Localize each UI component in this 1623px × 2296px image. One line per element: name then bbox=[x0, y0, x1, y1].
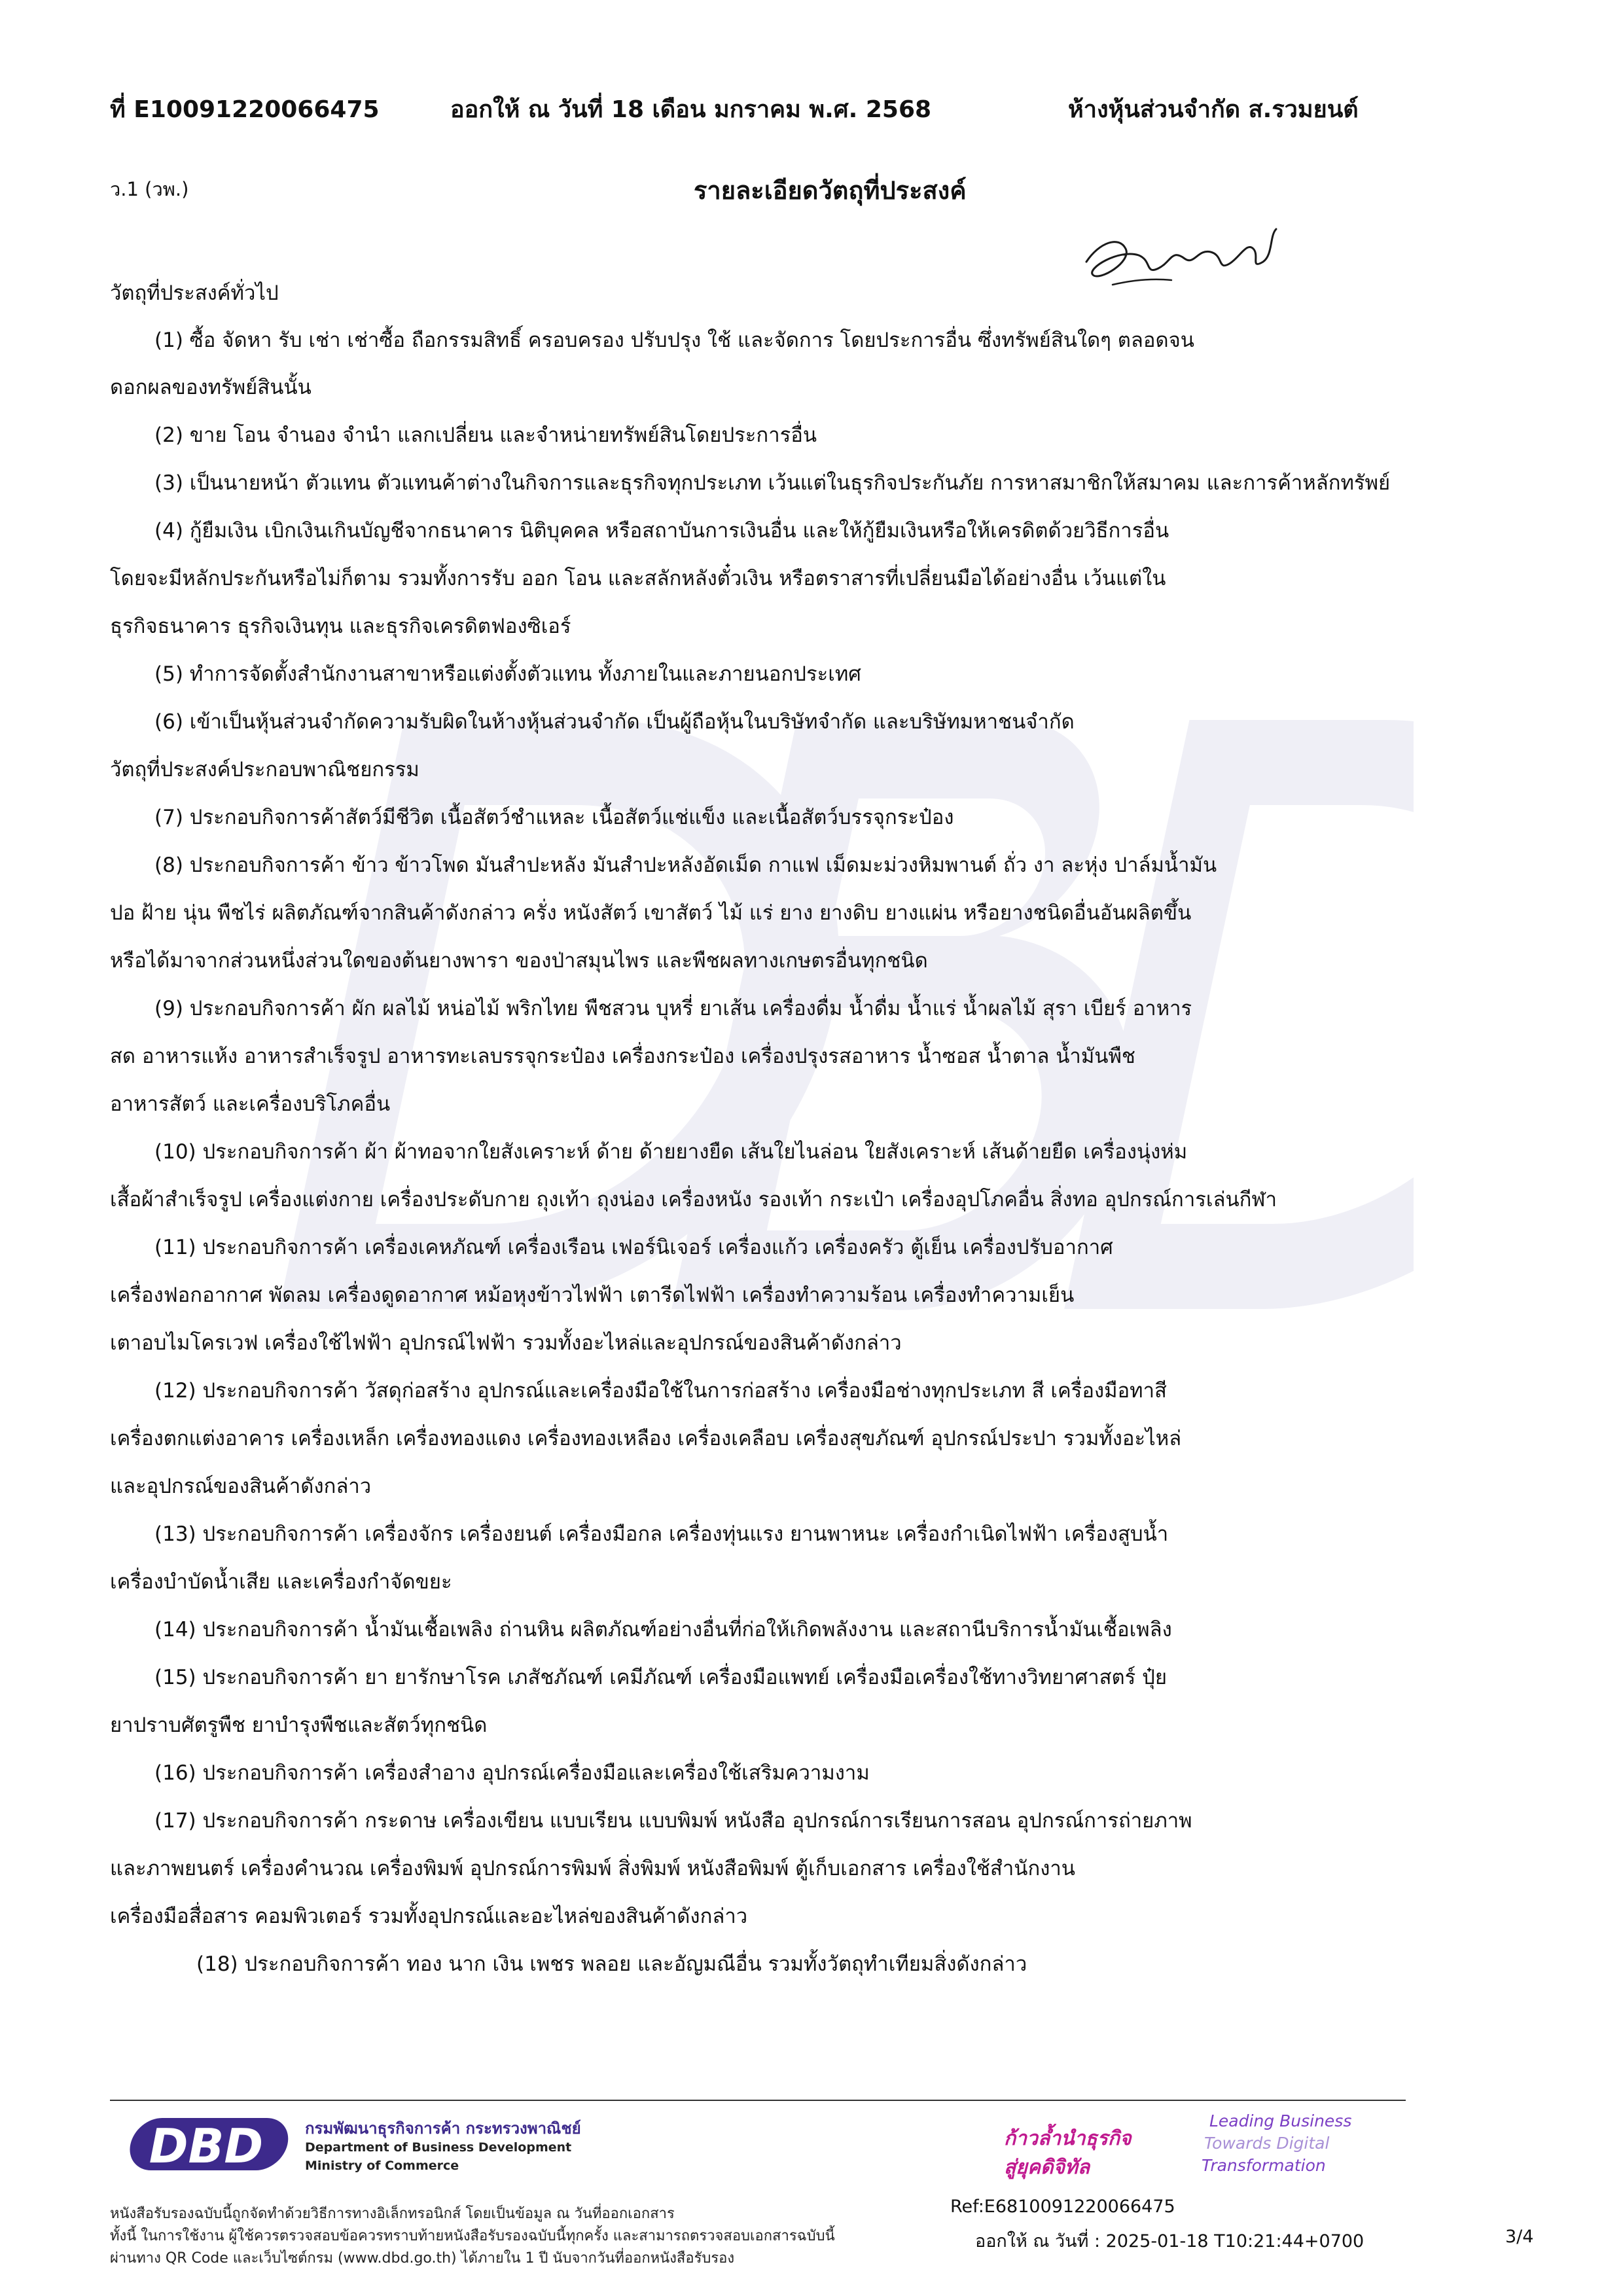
clause-4-line-2: โดยจะมีหลักประกันหรือไม่ก็ตาม รวมทั้งการรับ ออก โอน และสลักหลังตั๋วเงิน หรือตราสารที่เปลี่ยนมือได้อย่างอื่น เว้นแต่ใน bbox=[110, 567, 1166, 590]
dbd-watermark bbox=[236, 589, 1414, 1571]
slogan-en-2: Towards Digital bbox=[1204, 2134, 1330, 2153]
footer-divider bbox=[110, 2100, 1406, 2101]
clause-10-line-1: (10) ประกอบกิจการค้า ผ้า ผ้าทอจากใยสังเคราะห์ ด้าย ด้ายยางยืด เส้นใยไนล่อน ใยสังเคราะห์ เส้นด้ายยืด เครื่องนุ่งห่ม bbox=[154, 1140, 1188, 1164]
clause-17-line-1: (17) ประกอบกิจการค้า กระดาษ เครื่องเขียน แบบเรียน แบบพิมพ์ หนังสือ อุปกรณ์การเรียนการสอน อุปกรณ์การถ่ายภาพ bbox=[154, 1809, 1192, 1833]
clause-11-line-1: (11) ประกอบกิจการค้า เครื่องเคหภัณฑ์ เครื่องเรือน เฟอร์นิเจอร์ เครื่องแก้ว เครื่องครัว ตู้เย็น เครื่องปรับอากาศ bbox=[154, 1236, 1113, 1259]
clause-9-line-1: (9) ประกอบกิจการค้า ผัก ผลไม้ หน่อไม้ พริกไทย พืชสวน บุหรี่ ยาเส้น เครื่องดื่ม น้ำดื่ม น้ำแร่ น้ำผลไม้ สุรา เบียร์ อาหาร bbox=[154, 997, 1192, 1020]
clause-11-line-2: เครื่องฟอกอากาศ พัดลม เครื่องดูดอากาศ หม้อหุงข้าวไฟฟ้า เตารีดไฟฟ้า เครื่องทำความร้อน เครื่องทำความเย็น bbox=[110, 1283, 1075, 1307]
clause-1-line-2: ดอกผลของทรัพย์สินนั้น bbox=[110, 376, 312, 399]
clause-8-line-2: ปอ ฝ้าย นุ่น พืชไร่ ผลิตภัณฑ์จากสินค้าดังกล่าว ครั่ง หนังสัตว์ เขาสัตว์ ไม้ แร่ ยาง ยางดิบ ยางแผ่น หรือยางชนิดอื่นอันผลิตขึ้น bbox=[110, 901, 1192, 925]
clause-9-line-3: อาหารสัตว์ และเครื่องบริโภคอื่น bbox=[110, 1092, 391, 1116]
signature bbox=[1073, 223, 1283, 295]
clause-9-line-2: สด อาหารแห้ง อาหารสำเร็จรูป อาหารทะเลบรรจุกระป๋อง เครื่องกระป๋อง เครื่องปรุงรสอาหาร น้ำซอส น้ำตาล น้ำมันพืช bbox=[110, 1045, 1135, 1068]
section-heading-commerce: วัตถุที่ประสงค์ประกอบพาณิชยกรรม bbox=[110, 758, 419, 781]
page-number: 3/4 bbox=[1505, 2227, 1534, 2247]
clause-4-line-3: ธุรกิจธนาคาร ธุรกิจเงินทุน และธุรกิจเครดิตฟองซิเอร์ bbox=[110, 615, 571, 638]
clause-15-line-1: (15) ประกอบกิจการค้า ยา ยารักษาโรค เภสัชภัณฑ์ เคมีภัณฑ์ เครื่องมือแพทย์ เครื่องมือเครื่องใช้ทางวิทยาศาสตร์ ปุ๋ย bbox=[154, 1666, 1168, 1689]
section-heading-general: วัตถุที่ประสงค์ทั่วไป bbox=[110, 281, 279, 305]
page-title: รายละเอียดวัตถุที่ประสงค์ bbox=[694, 176, 967, 205]
clause-17-line-3: เครื่องมือสื่อสาร คอมพิวเตอร์ รวมทั้งอุปกรณ์และอะไหล่ของสินค้าดังกล่าว bbox=[110, 1905, 748, 1928]
clause-3: (3) เป็นนายหน้า ตัวแทน ตัวแทนค้าต่างในกิจการและธุรกิจทุกประเภท เว้นแต่ในธุรกิจประกันภัย การหาสมาชิกให้สมาคม และการค้าหลักทรัพย์ bbox=[154, 471, 1391, 495]
ministry-name-en: Ministry of Commerce bbox=[305, 2159, 459, 2173]
clause-17-line-2: และภาพยนตร์ เครื่องคำนวณ เครื่องพิมพ์ อุปกรณ์การพิมพ์ สิ่งพิมพ์ หนังสือพิมพ์ ตู้เก็บเอกสาร เครื่องใช้สำนักงาน bbox=[110, 1857, 1075, 1880]
dept-name-en: Department of Business Development bbox=[305, 2140, 572, 2155]
dbd-logo bbox=[118, 2111, 294, 2177]
dbd-logo-text: DBD bbox=[149, 2119, 264, 2174]
clause-12-line-2: เครื่องตกแต่งอาคาร เครื่องเหล็ก เครื่องทองแดง เครื่องทองเหลือง เครื่องเคลือบ เครื่องสุขภัณฑ์ อุปกรณ์ประปา รวมทั้งอะไหล่ bbox=[110, 1427, 1182, 1450]
clause-8-line-1: (8) ประกอบกิจการค้า ข้าว ข้าวโพด มันสำปะหลัง มันสำปะหลังอัดเม็ด กาแฟ เม็ดมะม่วงหิมพานต์ ถั่ว งา ละหุ่ง ปาล์มน้ำมัน bbox=[154, 853, 1217, 877]
clause-11-line-3: เตาอบไมโครเวฟ เครื่องใช้ไฟฟ้า อุปกรณ์ไฟฟ้า รวมทั้งอะไหล่และอุปกรณ์ของสินค้าดังกล่าว bbox=[110, 1331, 902, 1355]
slogan-thai-1: ก้าวล้ำนำธุรกิจ bbox=[1004, 2127, 1132, 2150]
clause-13-line-1: (13) ประกอบกิจการค้า เครื่องจักร เครื่องยนต์ เครื่องมือกล เครื่องทุ่นแรง ยานพาหนะ เครื่องกำเนิดไฟฟ้า เครื่องสูบน้ำ bbox=[154, 1522, 1169, 1546]
footer-note-1: หนังสือรับรองฉบับนี้ถูกจัดทำด้วยวิธีการทางอิเล็กทรอนิกส์ โดยเป็นข้อมูล ณ วันที่ออกเอกสาร bbox=[110, 2206, 675, 2222]
slogan-en-1: Leading Business bbox=[1209, 2111, 1352, 2130]
clause-4-line-1: (4) กู้ยืมเงิน เบิกเงินเกินบัญชีจากธนาคาร นิติบุคคล หรือสถาบันการเงินอื่น และให้กู้ยืมเงินหรือให้เครดิตด้วยวิธีการอื่น bbox=[154, 519, 1169, 543]
footer-note-2: ทั้งนี้ ในการใช้งาน ผู้ใช้ควรตรวจสอบข้อควรทราบท้ายหนังสือรับรองฉบับนี้ทุกครั้ง และสามารถตรวจสอบเอกสารฉบับนี้ bbox=[110, 2228, 835, 2244]
reference-number: Ref:E6810091220066475 bbox=[950, 2197, 1175, 2217]
clause-1-line-1: (1) ซื้อ จัดหา รับ เช่า เช่าซื้อ ถือกรรมสิทธิ์ ครอบครอง ปรับปรุง ใช้ และจัดการ โดยประการอื่น ซึ่งทรัพย์สินใดๆ ตลอดจน bbox=[154, 329, 1194, 352]
clause-13-line-2: เครื่องบำบัดน้ำเสีย และเครื่องกำจัดขยะ bbox=[110, 1570, 452, 1594]
clause-7: (7) ประกอบกิจการค้าสัตว์มีชีวิต เนื้อสัตว์ชำแหละ เนื้อสัตว์แช่แข็ง และเนื้อสัตว์บรรจุกระป๋อง bbox=[154, 806, 954, 829]
clause-16: (16) ประกอบกิจการค้า เครื่องสำอาง อุปกรณ์เครื่องมือและเครื่องใช้เสริมความงาม bbox=[154, 1761, 870, 1785]
footer-note-3: ผ่านทาง QR Code และเว็บไซต์กรม (www.dbd.go.th) ได้ภายใน 1 ปี นับจากวันที่ออกหนังสือรับรอง bbox=[110, 2250, 735, 2267]
slogan-en-3: Transformation bbox=[1202, 2156, 1326, 2175]
clause-6: (6) เข้าเป็นหุ้นส่วนจำกัดความรับผิดในห้างหุ้นส่วนจำกัด เป็นผู้ถือหุ้นในบริษัทจำกัด และบริษัทมหาชนจำกัด bbox=[154, 710, 1075, 734]
clause-12-line-1: (12) ประกอบกิจการค้า วัสดุก่อสร้าง อุปกรณ์และเครื่องมือใช้ในการก่อสร้าง เครื่องมือช่างทุกประเภท สี เครื่องมือทาสี bbox=[154, 1379, 1167, 1403]
clause-18: (18) ประกอบกิจการค้า ทอง นาก เงิน เพชร พลอย และอัญมณีอื่น รวมทั้งวัตถุทำเทียมสิ่งดังกล่าว bbox=[196, 1952, 1027, 1976]
dept-name-thai: กรมพัฒนาธุรกิจการค้า กระทรวงพาณิชย์ bbox=[305, 2119, 581, 2138]
form-code: ว.1 (วพ.) bbox=[110, 178, 189, 200]
clause-2: (2) ขาย โอน จำนอง จำนำ แลกเปลี่ยน และจำหน่ายทรัพย์สินโดยประการอื่น bbox=[154, 423, 817, 447]
clause-15-line-2: ยาปราบศัตรูพืช ยาบำรุงพืชและสัตว์ทุกชนิด bbox=[110, 1713, 488, 1737]
document-number: ที่ E10091220066475 bbox=[110, 96, 380, 123]
clause-14: (14) ประกอบกิจการค้า น้ำมันเชื้อเพลิง ถ่านหิน ผลิตภัณฑ์อย่างอื่นที่ก่อให้เกิดพลังงาน และสถานีบริการน้ำมันเชื้อเพลิง bbox=[154, 1618, 1172, 1641]
clause-12-line-3: และอุปกรณ์ของสินค้าดังกล่าว bbox=[110, 1475, 372, 1498]
clause-8-line-3: หรือได้มาจากส่วนหนึ่งส่วนใดของต้นยางพารา ของป่าสมุนไพร และพืชผลทางเกษตรอื่นทุกชนิด bbox=[110, 949, 928, 973]
slogan-thai-2: สู่ยุคดิจิทัล bbox=[1004, 2156, 1090, 2179]
issued-timestamp: ออกให้ ณ วันที่ : 2025-01-18 T10:21:44+0700 bbox=[975, 2231, 1364, 2251]
clause-5: (5) ทำการจัดตั้งสำนักงานสาขาหรือแต่งตั้งตัวแทน ทั้งภายในและภายนอกประเทศ bbox=[154, 662, 861, 686]
issue-date: ออกให้ ณ วันที่ 18 เดือน มกราคม พ.ศ. 2568 bbox=[450, 96, 932, 123]
clause-10-line-2: เสื้อผ้าสำเร็จรูป เครื่องแต่งกาย เครื่องประดับกาย ถุงเท้า ถุงน่อง เครื่องหนัง รองเท้า กระเป๋า เครื่องอุปโภคอื่น สิ่งทอ อุปกรณ์การเล่นกีฬา bbox=[110, 1188, 1277, 1211]
company-name: ห้างหุ้นส่วนจำกัด ส.รวมยนต์ bbox=[1068, 96, 1359, 123]
